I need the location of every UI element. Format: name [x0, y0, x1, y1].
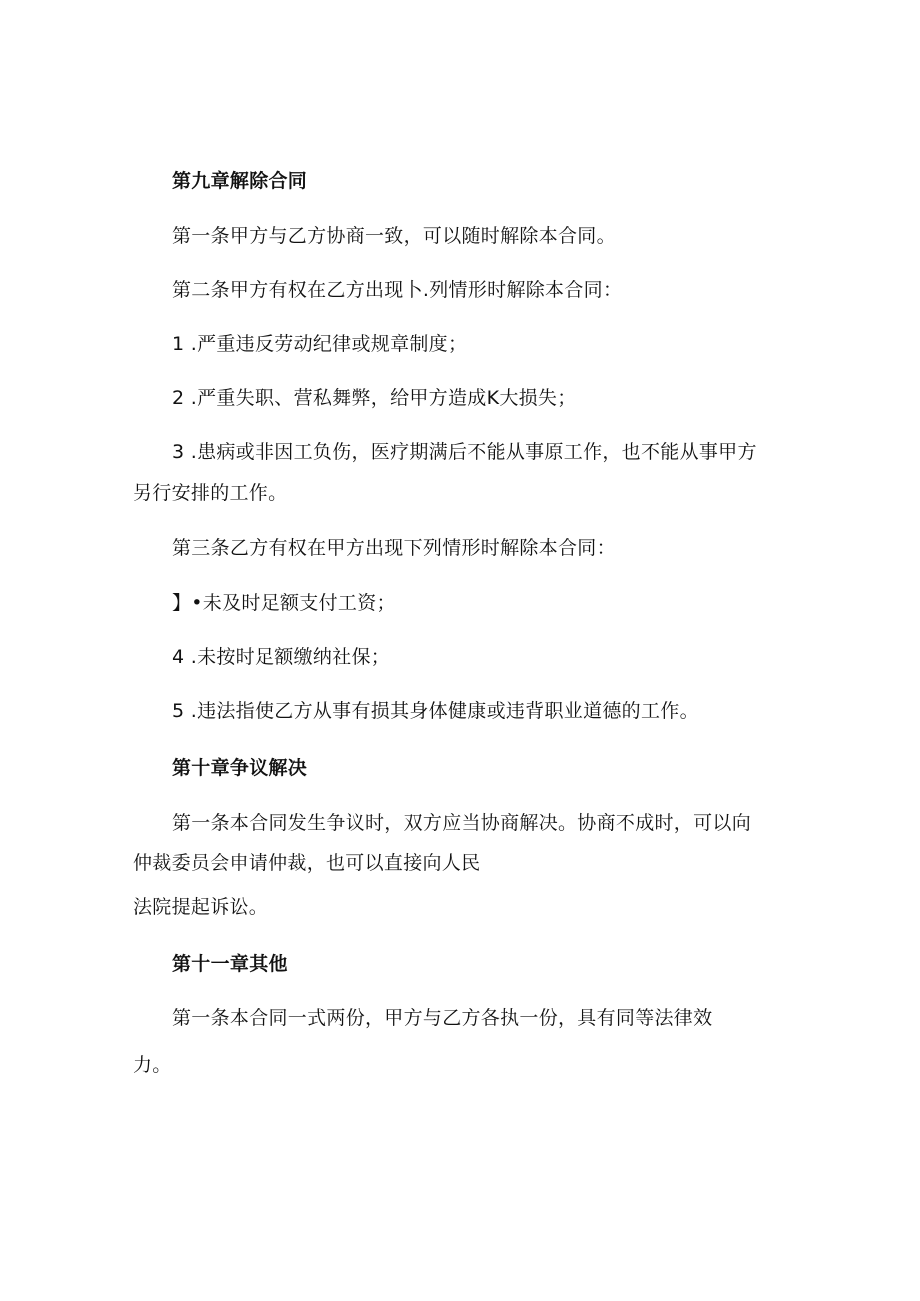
chapter10-article1-line3: 法院提起诉讼。 [133, 896, 269, 918]
chapter11-title: 第十一章其他 [172, 953, 288, 975]
chapter9-article2-item2: 2 .严重失职、营私舞弊，给甲方造成K大损失； [172, 387, 577, 409]
chapter9-article2-item3: 3 .患病或非因工负伤，医疗期满后不能从事原工作，也不能从事甲方 [172, 441, 757, 463]
chapter9-article2-item3-cont: 另行安排的工作。 [133, 482, 288, 504]
chapter9-article2-item1: 1 .严重违反劳动纪律或规章制度； [172, 333, 468, 355]
chapter10-article1-line2: 仲裁委员会申请仲裁，也可以直接向人民 [133, 852, 481, 874]
chapter9-title: 第九章解除合同 [172, 170, 308, 192]
chapter10-article1-line1: 第一条本合同发生争议时，双方应当协商解决。协商不成时，可以向 [172, 812, 752, 834]
chapter9-article1: 第一条甲方与乙方协商一致，可以随时解除本合同。 [172, 225, 616, 247]
chapter9-article3-item3: 5 .违法指使乙方从事有损其身体健康或违背职业道德的工作。 [172, 700, 699, 722]
chapter9-article3-item1: 】•未及时足额支付工资； [172, 592, 396, 614]
chapter11-article1-line2: 力。 [133, 1054, 172, 1076]
chapter11-article1-line1: 第一条本合同一式两份，甲方与乙方各执一份，具有同等法律效 [172, 1007, 713, 1029]
chapter9-article2: 第二条甲方有权在乙方出现卜.列情形时解除本合同： [172, 279, 623, 301]
chapter9-article3: 第三条乙方有权在甲方出现下列情形时解除本合同： [172, 537, 616, 559]
chapter10-title: 第十章争议解决 [172, 757, 308, 779]
chapter9-article3-item2: 4 .未按时足额缴纳社保； [172, 646, 391, 668]
